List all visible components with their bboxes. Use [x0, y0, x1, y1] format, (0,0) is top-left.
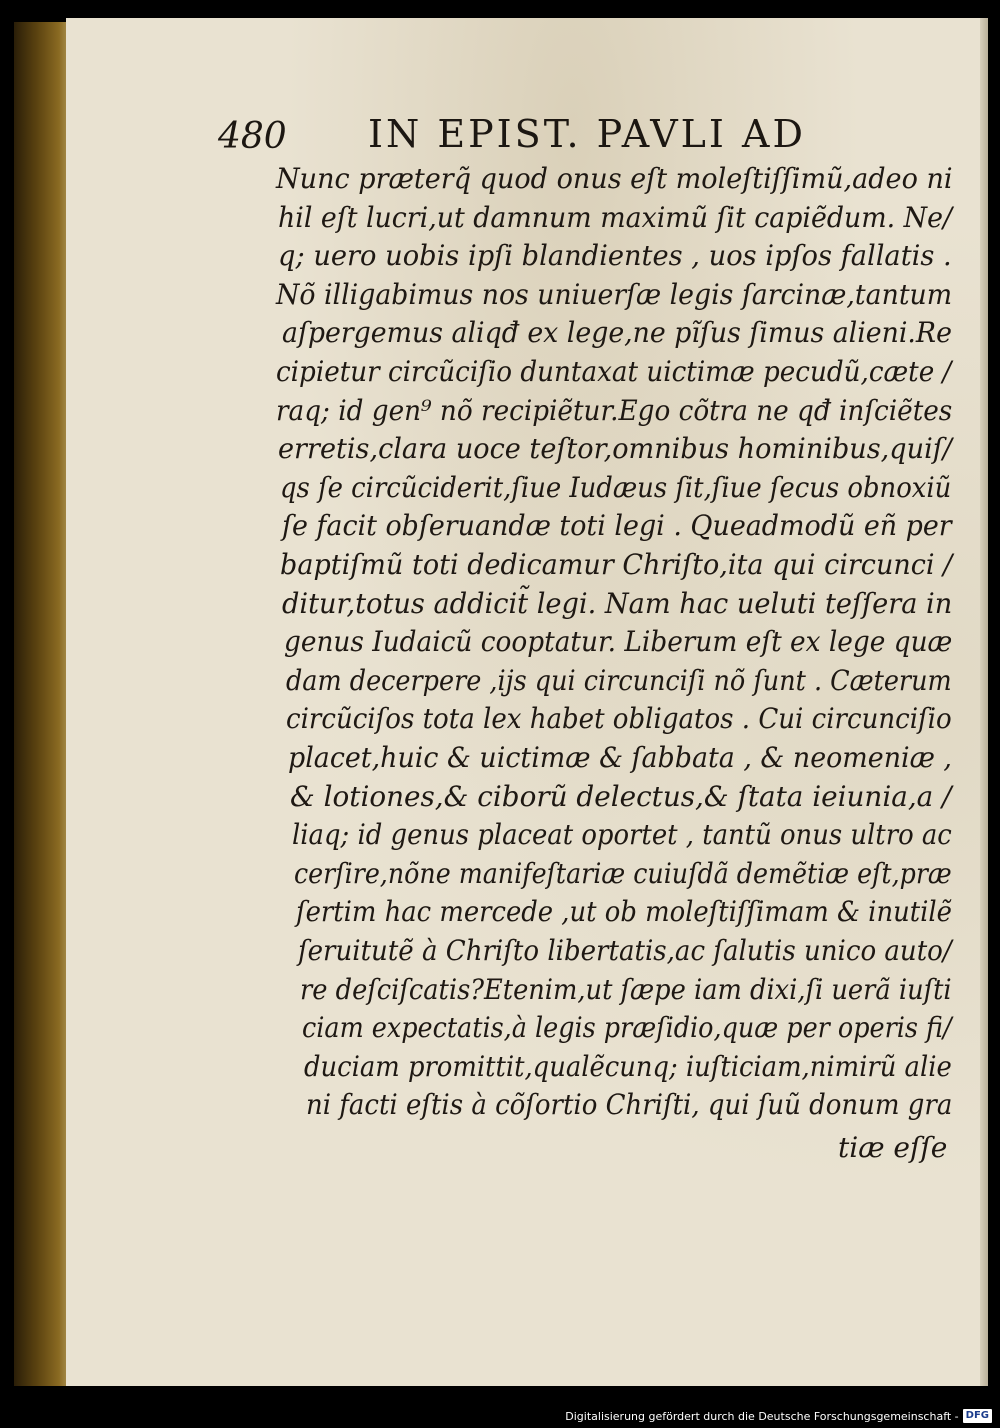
text-line: raq; id gen⁹ nõ recipiẽtur.Ego cõtra ne qđ inſciẽtes: [276, 393, 953, 427]
catchword: tiӕ eſſe: [838, 1131, 948, 1164]
text-line: ni facti eſtis à cõſortio Chriſti, qui ſuũ donum gra: [306, 1088, 953, 1122]
text-line: circũciſos tota lex habet obligatos . Cui circunciſio: [286, 702, 952, 736]
text-line: ſertim hac mercede ,ut ob moleſtiſſimam & inutilẽ: [296, 895, 952, 929]
text-line: erretis,clara uoce teſtor,omnibus hominibus,quiſ/: [278, 432, 952, 466]
text-line: Nõ illigabimus nos uniuerſӕ legis ſarcinӕ,tantum: [276, 277, 953, 311]
text-line: ciam expectatis,à legis prӕſidio,quӕ per operis fi/: [302, 1011, 952, 1045]
dfg-logo: DFG: [963, 1409, 992, 1423]
text-line: re deſciſcatis?Etenim,ut ſӕpe iam dixi,ſi uerã iuſti: [300, 972, 952, 1006]
text-line: hil eſt lucri,ut damnum maximũ ſit capiẽdum. Ne/: [278, 200, 953, 234]
page-edge: [980, 18, 988, 1386]
text-line: dam decerpere ,ijs qui circunciſi nõ ſunt . Cӕterum: [286, 663, 952, 697]
text-line: Nunc prӕterq̃ quod onus eſt moleſtiſſimũ,adeo ni: [276, 162, 953, 195]
text-line: cipietur circũciſio duntaxat uictimӕ pecudũ,cӕte /: [276, 355, 952, 388]
text-line: ſeruitutẽ à Chriſto libertatis,ac ſalutis unico auto/: [298, 934, 952, 967]
text-line: baptiſmũ toti dedicamur Chriſto,ita qui circunci /: [280, 548, 953, 581]
text-line: liaq; id genus placeat oportet , tantũ onus ultro ac: [292, 818, 952, 852]
text-line: genus Iudaicũ cooptatur. Liberum eſt ex lege quӕ: [284, 625, 953, 659]
running-head: IN EPIST. PAVLI AD: [368, 112, 806, 156]
text-line: qs ſe circũciderit,ſiue Iudӕus ſit,ſiue ſecus obnoxiũ: [280, 470, 952, 504]
text-line: aſpergemus aliqđ ex lege,ne pĩſus ſimus alieni.Re: [282, 316, 952, 350]
text-line: q; uero uobis ipſi blandientes , uos ipſos fallatis .: [278, 239, 952, 273]
digitization-credit: [565, 1408, 992, 1424]
folio-number: 480: [218, 116, 287, 157]
text-line: cerſire,nõne manifeſtariӕ cuiuſdã demẽtiӕ eſt,prӕ: [294, 856, 952, 890]
text-line: & lotiones,& ciborũ delectus,& ſtata ieiunia,a /: [290, 779, 952, 813]
credit-text: Digitalisierung gefördert durch die Deutsche Forschungsgemeinschaft -: [565, 1409, 959, 1423]
page-header: [218, 112, 858, 162]
text-line: duciam promittit,qualẽcunq; iuſticiam,nimirũ alie: [304, 1049, 952, 1083]
text-line: ditur,totus addicit̃ legi. Nam hac ueluti teſſera in: [282, 586, 953, 620]
text-line: ſe facit obſeruandӕ toti legi . Queadmodũ eñ per: [282, 509, 952, 543]
text-line: placet,huic & uictimӕ & ſabbata , & neomeniӕ ,: [288, 741, 952, 774]
